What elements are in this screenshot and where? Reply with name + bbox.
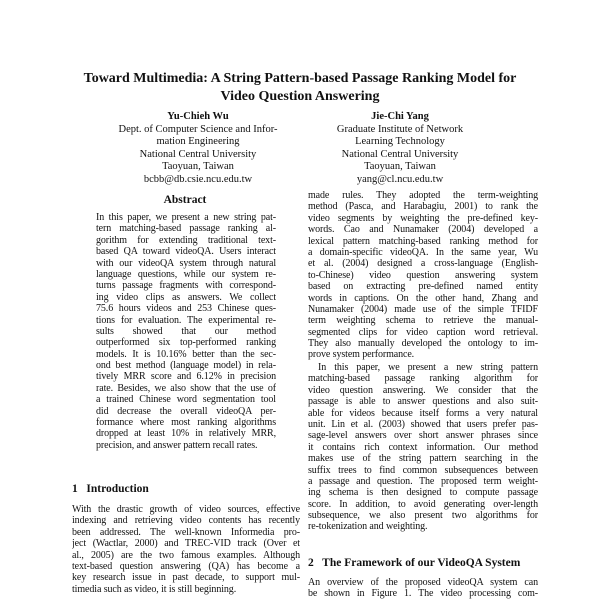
author-affiliation: Dept. of Computer Science and Infor- — [118, 123, 278, 135]
section-2-body — [308, 577, 538, 600]
text-line: a trained Chinese word segmentation tool — [96, 394, 276, 406]
author-email: yang@cl.ncu.edu.tw — [356, 173, 444, 185]
text-line: words. Cao and Nunamaker (2004) developed a — [308, 224, 538, 236]
right-column-paragraph-1 — [308, 190, 538, 361]
text-line: rate. Besides, we also show that the use of — [96, 382, 276, 394]
right-column-paragraph-2 — [308, 362, 538, 533]
text-line: video segments by weighting the pre-defined key- — [308, 212, 538, 224]
author-affiliation: National Central University — [139, 148, 257, 160]
text-line: indexing and retrieving video contents has recently — [72, 515, 300, 527]
author-affiliation: Graduate Institute of Network — [336, 123, 464, 135]
text-line: An overview of the proposed videoQA system can — [308, 577, 538, 588]
paper-title — [60, 70, 540, 106]
text-line: ing schema is then designed to compute passage — [308, 487, 538, 499]
author-2 — [295, 111, 505, 187]
text-line: based on extracting pre-defined named entity — [308, 281, 538, 293]
text-line: based QA toward videoQA. Users interact — [96, 246, 276, 258]
text-line: be shown in Figure 1. The video processing com- — [308, 588, 538, 600]
text-line: able for videos because itself forms a very natural — [308, 407, 538, 419]
text-line: They also manually developed the ontology to im- — [308, 338, 538, 350]
text-line: suffix trees to find common subsequences between — [308, 464, 538, 476]
text-line: been addressed. The well-known Informedia pro- — [72, 526, 300, 538]
text-line: 75.6 hours videos and 253 Chinese ques- — [96, 303, 276, 315]
text-line: a passage and question. The proposed term weight- — [308, 475, 538, 487]
text-line: dropped at least 10% in relatively MRR, — [96, 428, 276, 440]
text-line: with our videoQA system through natural — [96, 257, 276, 269]
text-line: method (Pasca, and Harabagiu, 2001) to rank the — [308, 201, 538, 213]
text-line: score. In addition, to avoid generating over-length — [308, 498, 538, 510]
text-line: ond best method (language model) in rela- — [96, 360, 276, 372]
text-line: tern matching-based passage ranking al- — [96, 223, 276, 235]
author-1 — [93, 111, 303, 187]
text-line: Nunamaker (2004) made use of the simple TFIDF — [308, 303, 538, 315]
text-line: lexical pattern matching-based ranking method for — [308, 235, 538, 247]
text-line: passage is able to answer questions and also suit- — [308, 396, 538, 408]
text-line: formance where most ranking algorithms — [96, 417, 276, 429]
section-2-heading: 2 The Framework of our VideoQA System — [308, 557, 521, 569]
text-line: makes use of the string pattern searching in the — [308, 453, 538, 465]
text-line: outperformed six top-performed ranking — [96, 337, 276, 349]
author-affiliation: mation Engineering — [156, 136, 240, 148]
text-line: to-Chinese) video question answering system — [308, 269, 538, 281]
text-line: In this paper, we present a new string pat- — [96, 212, 276, 223]
title-line: Toward Multimedia: A String Pattern-based Passage Ranking Model for — [83, 71, 517, 86]
text-line: segmented clips for video caption word retrieval. — [308, 326, 538, 338]
text-line: subsequence, we also present two algorithms for — [308, 510, 538, 522]
section-1-heading: 1 Introduction — [72, 483, 149, 495]
author-name: Yu-Chieh Wu — [167, 111, 229, 122]
text-line: In this paper, we present a new string pattern — [318, 362, 538, 373]
text-line: et al. (2004) designed a cross-language (English- — [308, 258, 538, 270]
author-affiliation: Taoyuan, Taiwan — [162, 161, 234, 173]
text-line: ject (Wactlar, 2000) and TREC-VID track (Over et — [72, 538, 300, 550]
text-line: gorithm for extending traditional text- — [96, 234, 276, 246]
author-name: Jie-Chi Yang — [371, 111, 429, 122]
text-line: matching-based passage ranking algorithm for — [308, 373, 538, 385]
text-line: key research issue in past decade, to support mul- — [72, 572, 300, 584]
author-affiliation: Taoyuan, Taiwan — [364, 161, 436, 173]
text-line: term weighting schema to retrieve the manual- — [308, 315, 538, 327]
text-line: models. It is 10.16% better than the sec- — [96, 348, 276, 360]
abstract-body — [96, 212, 276, 451]
text-line: tively MRR score and 6.12% in precision — [96, 371, 276, 383]
author-email: bcbb@db.csie.ncu.edu.tw — [143, 173, 253, 185]
author-affiliation: Learning Technology — [355, 136, 445, 148]
text-line: language questions, while our system re- — [96, 268, 276, 280]
text-line: sage-level answers over short answer phrases since — [308, 430, 538, 442]
text-line: video question answering. We consider that the — [308, 384, 538, 396]
text-line: With the drastic growth of video sources, effective — [72, 504, 300, 515]
text-line: sults showed that our method — [96, 325, 276, 337]
text-line: text-based question answering (QA) has become a — [72, 560, 300, 572]
text-line: made rules. They adopted the term-weighting — [308, 190, 538, 201]
author-affiliation: National Central University — [341, 148, 459, 160]
text-line: turns passage fragments with correspond- — [96, 280, 276, 292]
text-line: words in captions. On the other hand, Zhang and — [308, 292, 538, 304]
text-line: timedia such as video, it is still beginning. — [72, 583, 237, 595]
text-line: unit. Lin et al. (2003) showed that users prefer pas- — [308, 418, 538, 430]
text-line: re-tokenization and weighting. — [308, 521, 428, 533]
text-line: did decrease the overall videoQA per- — [96, 405, 276, 417]
text-line: al., 2005) are the two famous examples. Although — [72, 549, 300, 561]
text-line: a domain-specific videoQA. In the same year, Wu — [308, 246, 538, 258]
title-line: Video Question Answering — [220, 89, 380, 104]
text-line: ing video clips as answers. We collect — [96, 291, 276, 303]
text-line: tions for evaluation. The experimental re- — [96, 314, 276, 326]
text-line: it contains rich context information. Our method — [308, 441, 538, 453]
introduction-body — [72, 504, 300, 595]
text-line: prove system performance. — [308, 349, 415, 361]
text-line: precision, and answer pattern recall rates. — [96, 439, 258, 451]
abstract-heading: Abstract — [163, 194, 207, 206]
